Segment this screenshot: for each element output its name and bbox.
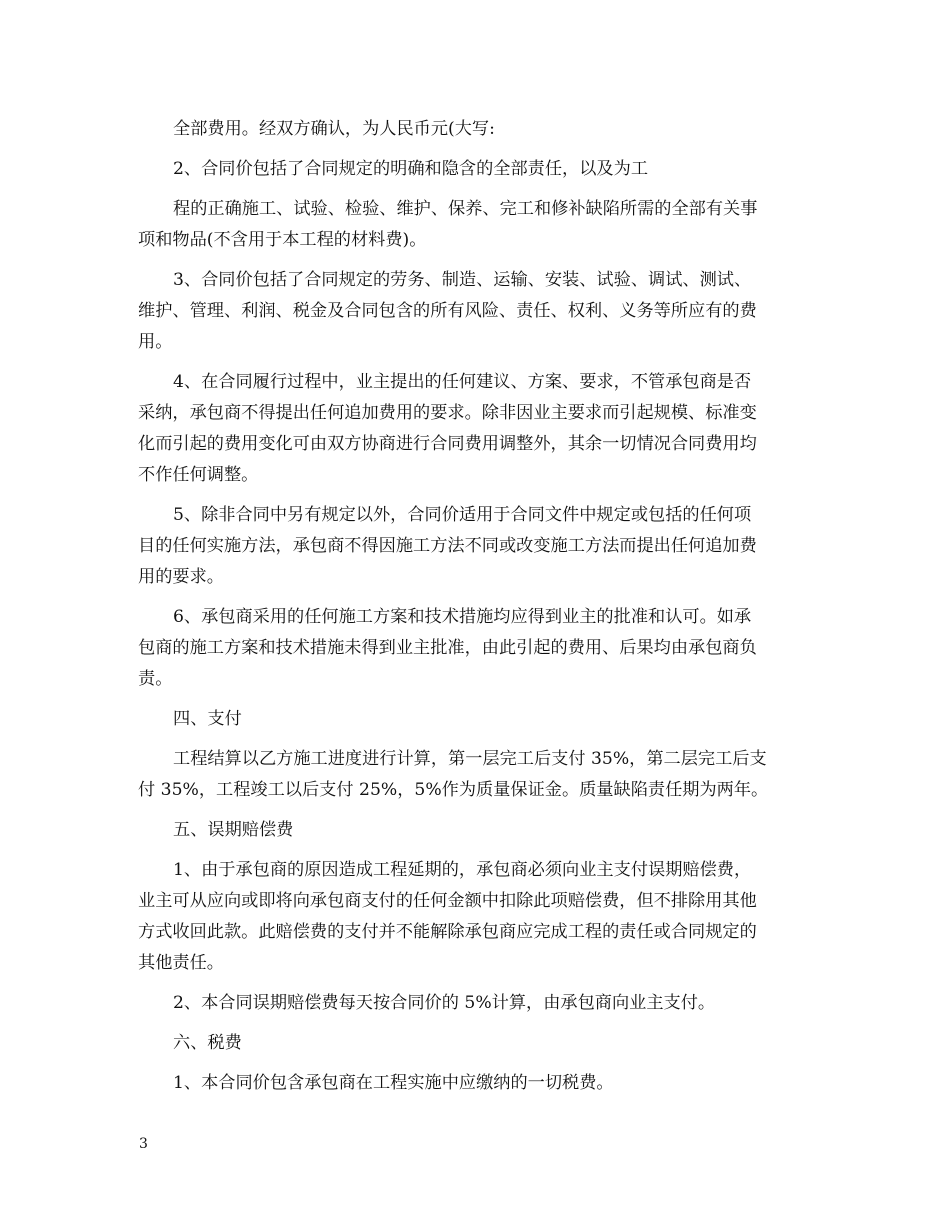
text-line: 1、本合同价包含承包商在工程实施中应缴纳的一切税费。 xyxy=(173,1073,614,1093)
paragraph xyxy=(138,1028,810,1059)
paragraph xyxy=(138,500,810,593)
text-line: 项和物品(不含用于本工程的材料费)。 xyxy=(138,230,427,250)
text-line: 方式收回此款。此赔偿费的支付并不能解除承包商应完成工程的责任或合同规定的 xyxy=(138,922,757,942)
text-line: 全部费用。经双方确认，为人民币元(大写: xyxy=(173,119,495,139)
paragraph xyxy=(138,265,810,358)
paragraph xyxy=(138,855,810,979)
paragraph xyxy=(138,602,810,695)
paragraph xyxy=(138,194,810,256)
text-line: 四、支付 xyxy=(173,709,242,729)
text-line: 目的任何实施方法，承包商不得因施工方法不同或改变施工方法而提出任何追加费 xyxy=(138,536,757,556)
text-line: 工程结算以乙方施工进度进行计算，第一层完工后支付 35%，第二层完工后支 xyxy=(173,749,767,769)
text-line: 2、合同价包括了合同规定的明确和隐含的全部责任，以及为工 xyxy=(173,159,649,179)
text-line: 用的要求。 xyxy=(138,567,224,587)
text-line: 付 35%，工程竣工以后支付 25%，5%作为质量保证金。质量缺陷责任期为两年。 xyxy=(138,780,769,800)
paragraph xyxy=(138,744,810,806)
paragraph xyxy=(138,988,810,1019)
paragraph xyxy=(138,1068,810,1099)
text-line: 五、误期赔偿费 xyxy=(173,820,294,840)
text-line: 责。 xyxy=(138,669,173,689)
text-line: 5、除非合同中另有规定以外，合同价适用于合同文件中规定或包括的任何项 xyxy=(173,505,752,525)
text-line: 1、由于承包商的原因造成工程延期的，承包商必须向业主支付误期赔偿费， xyxy=(173,860,752,880)
text-line: 不作任何调整。 xyxy=(138,465,259,485)
document-body xyxy=(138,114,810,1108)
paragraph xyxy=(138,704,810,735)
text-line: 六、税费 xyxy=(173,1033,242,1053)
text-line: 4、在合同履行过程中，业主提出的任何建议、方案、要求，不管承包商是否 xyxy=(173,372,752,392)
paragraph xyxy=(138,367,810,491)
text-line: 其他责任。 xyxy=(138,953,224,973)
text-line: 程的正确施工、试验、检验、维护、保养、完工和修补缺陷所需的全部有关事 xyxy=(173,199,758,219)
text-line: 业主可从应向或即将向承包商支付的任何金额中扣除此项赔偿费，但不排除用其他 xyxy=(138,891,757,911)
text-line: 化而引起的费用变化可由双方协商进行合同费用调整外，其余一切情况合同费用均 xyxy=(138,434,757,454)
text-line: 6、承包商采用的任何施工方案和技术措施均应得到业主的批准和认可。如承 xyxy=(173,607,752,627)
text-line: 包商的施工方案和技术措施未得到业主批准，由此引起的费用、后果均由承包商负 xyxy=(138,638,757,658)
text-line: 用。 xyxy=(138,332,173,352)
paragraph xyxy=(138,154,810,185)
text-line: 维护、管理、利润、税金及合同包含的所有风险、责任、权利、义务等所应有的费 xyxy=(138,301,757,321)
page-number: 3 xyxy=(139,1136,148,1152)
paragraph xyxy=(138,114,810,145)
text-line: 2、本合同误期赔偿费每天按合同价的 5%计算，由承包商向业主支付。 xyxy=(173,993,716,1013)
text-line: 采纳，承包商不得提出任何追加费用的要求。除非因业主要求而引起规模、标准变 xyxy=(138,403,757,423)
paragraph xyxy=(138,815,810,846)
text-line: 3、合同价包括了合同规定的劳务、制造、运输、安装、试验、调试、测试、 xyxy=(173,270,752,290)
